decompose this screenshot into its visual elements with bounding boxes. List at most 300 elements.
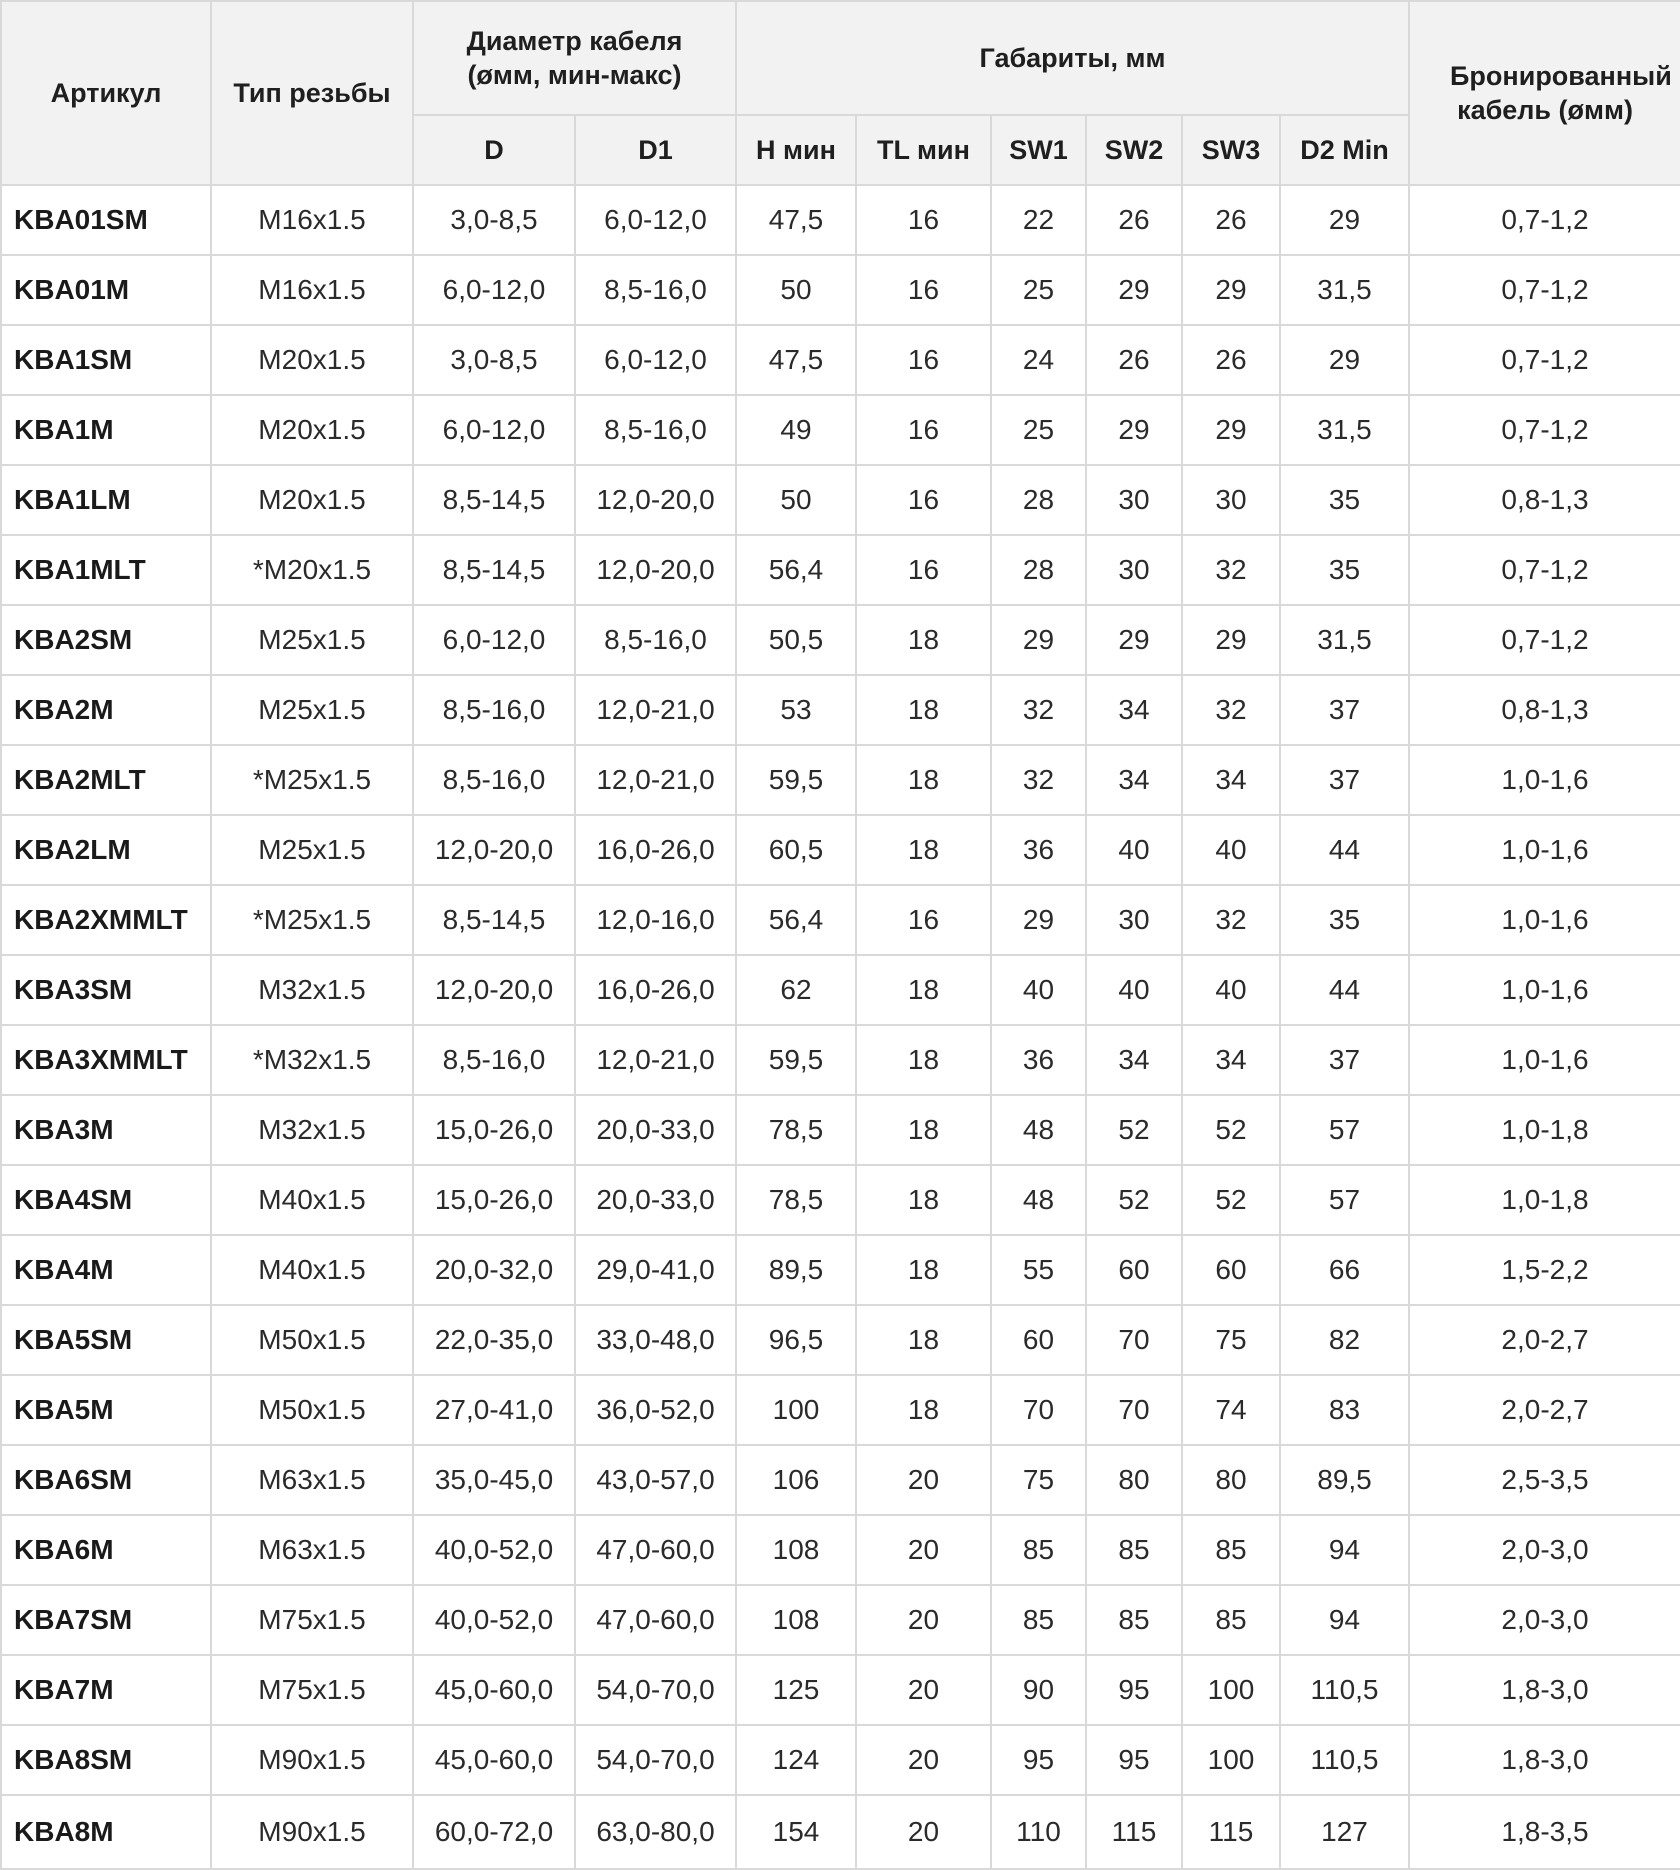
cell-sw1: 90 [991, 1655, 1086, 1725]
cell-article: KBA5M [1, 1375, 211, 1445]
cell-sw2: 29 [1086, 255, 1182, 325]
cell-tl-min: 16 [856, 185, 991, 255]
cell-h-min: 47,5 [736, 325, 856, 395]
cell-sw1: 36 [991, 815, 1086, 885]
cell-h-min: 50 [736, 255, 856, 325]
cell-d2-min: 66 [1280, 1235, 1409, 1305]
cell-diameter-d: 6,0-12,0 [413, 255, 575, 325]
cell-h-min: 124 [736, 1725, 856, 1795]
cell-diameter-d: 12,0-20,0 [413, 815, 575, 885]
table-row [1, 535, 1680, 605]
cell-sw3: 85 [1182, 1515, 1280, 1585]
table-row [1, 955, 1680, 1025]
cell-h-min: 78,5 [736, 1165, 856, 1235]
cell-d2-min: 35 [1280, 535, 1409, 605]
cell-armored: 0,7-1,2 [1409, 255, 1680, 325]
cell-diameter-d: 27,0-41,0 [413, 1375, 575, 1445]
cell-diameter-d: 35,0-45,0 [413, 1445, 575, 1515]
cell-d2-min: 29 [1280, 325, 1409, 395]
cell-h-min: 60,5 [736, 815, 856, 885]
cell-d2-min: 29 [1280, 185, 1409, 255]
cell-sw1: 60 [991, 1305, 1086, 1375]
cell-armored: 1,0-1,8 [1409, 1165, 1680, 1235]
cell-diameter-d1: 36,0-52,0 [575, 1375, 736, 1445]
cell-sw1: 40 [991, 955, 1086, 1025]
cell-thread: M40x1.5 [211, 1165, 413, 1235]
cell-h-min: 56,4 [736, 885, 856, 955]
cell-armored: 2,0-3,0 [1409, 1585, 1680, 1655]
cell-tl-min: 18 [856, 1235, 991, 1305]
cell-diameter-d1: 8,5-16,0 [575, 395, 736, 465]
cell-sw2: 52 [1086, 1095, 1182, 1165]
header-d: D [413, 115, 575, 185]
cell-sw1: 24 [991, 325, 1086, 395]
cell-sw1: 85 [991, 1515, 1086, 1585]
cell-thread: M20x1.5 [211, 465, 413, 535]
cell-thread: M16x1.5 [211, 255, 413, 325]
cell-tl-min: 20 [856, 1515, 991, 1585]
header-d2-min: D2 Min [1280, 115, 1409, 185]
cell-sw1: 25 [991, 395, 1086, 465]
cell-armored: 0,7-1,2 [1409, 535, 1680, 605]
cell-sw1: 22 [991, 185, 1086, 255]
cell-tl-min: 18 [856, 1305, 991, 1375]
cell-tl-min: 18 [856, 605, 991, 675]
header-article: Артикул [1, 1, 211, 185]
cell-sw2: 85 [1086, 1585, 1182, 1655]
cell-tl-min: 18 [856, 1375, 991, 1445]
cell-article: KBA2LM [1, 815, 211, 885]
cell-sw1: 29 [991, 605, 1086, 675]
header-cable-diameter: Диаметр кабеля (øмм, мин-макс) [413, 1, 736, 115]
header-d1: D1 [575, 115, 736, 185]
cell-h-min: 78,5 [736, 1095, 856, 1165]
cell-armored: 1,0-1,6 [1409, 815, 1680, 885]
cell-sw3: 26 [1182, 185, 1280, 255]
cell-diameter-d: 45,0-60,0 [413, 1655, 575, 1725]
cell-sw3: 34 [1182, 745, 1280, 815]
header-tl-min: TL мин [856, 115, 991, 185]
cell-diameter-d: 8,5-16,0 [413, 675, 575, 745]
cell-sw1: 75 [991, 1445, 1086, 1515]
cell-tl-min: 18 [856, 1165, 991, 1235]
cell-article: KBA7M [1, 1655, 211, 1725]
cell-sw2: 115 [1086, 1795, 1182, 1869]
cell-diameter-d: 3,0-8,5 [413, 325, 575, 395]
table-row [1, 325, 1680, 395]
table-row [1, 1095, 1680, 1165]
cell-d2-min: 94 [1280, 1515, 1409, 1585]
cell-article: KBA2M [1, 675, 211, 745]
cell-diameter-d: 22,0-35,0 [413, 1305, 575, 1375]
table-row [1, 675, 1680, 745]
cell-h-min: 53 [736, 675, 856, 745]
table-row [1, 1655, 1680, 1725]
cell-sw2: 70 [1086, 1375, 1182, 1445]
cell-sw2: 95 [1086, 1655, 1182, 1725]
cell-tl-min: 18 [856, 1095, 991, 1165]
cell-sw1: 110 [991, 1795, 1086, 1869]
cell-article: KBA01M [1, 255, 211, 325]
cell-sw1: 95 [991, 1725, 1086, 1795]
cell-diameter-d: 20,0-32,0 [413, 1235, 575, 1305]
cell-diameter-d1: 16,0-26,0 [575, 815, 736, 885]
cell-sw1: 25 [991, 255, 1086, 325]
cell-thread: M20x1.5 [211, 395, 413, 465]
cell-thread: M75x1.5 [211, 1655, 413, 1725]
cell-d2-min: 127 [1280, 1795, 1409, 1869]
cell-diameter-d1: 12,0-16,0 [575, 885, 736, 955]
header-dimensions: Габариты, мм [736, 1, 1409, 115]
cell-armored: 0,7-1,2 [1409, 605, 1680, 675]
cell-sw2: 30 [1086, 885, 1182, 955]
cell-diameter-d: 8,5-14,5 [413, 465, 575, 535]
cell-armored: 1,0-1,6 [1409, 885, 1680, 955]
cell-diameter-d1: 12,0-20,0 [575, 465, 736, 535]
cell-thread: M90x1.5 [211, 1795, 413, 1869]
cell-diameter-d1: 6,0-12,0 [575, 325, 736, 395]
table-body [1, 185, 1680, 1869]
cell-d2-min: 37 [1280, 675, 1409, 745]
cell-thread: M32x1.5 [211, 955, 413, 1025]
cell-d2-min: 57 [1280, 1095, 1409, 1165]
cell-diameter-d1: 8,5-16,0 [575, 605, 736, 675]
cell-article: KBA8SM [1, 1725, 211, 1795]
table-row [1, 1375, 1680, 1445]
cell-armored: 2,0-2,7 [1409, 1375, 1680, 1445]
cell-tl-min: 20 [856, 1655, 991, 1725]
cell-armored: 1,5-2,2 [1409, 1235, 1680, 1305]
cell-tl-min: 18 [856, 745, 991, 815]
cell-article: KBA1SM [1, 325, 211, 395]
table-row [1, 1725, 1680, 1795]
cell-h-min: 47,5 [736, 185, 856, 255]
cell-article: KBA3M [1, 1095, 211, 1165]
cell-d2-min: 82 [1280, 1305, 1409, 1375]
cell-diameter-d1: 43,0-57,0 [575, 1445, 736, 1515]
cell-sw2: 40 [1086, 815, 1182, 885]
cell-diameter-d1: 29,0-41,0 [575, 1235, 736, 1305]
cell-thread: M40x1.5 [211, 1235, 413, 1305]
cell-h-min: 49 [736, 395, 856, 465]
cell-sw2: 29 [1086, 605, 1182, 675]
cell-tl-min: 20 [856, 1445, 991, 1515]
cell-sw3: 29 [1182, 605, 1280, 675]
table-row [1, 465, 1680, 535]
cell-armored: 1,8-3,5 [1409, 1795, 1680, 1869]
cell-armored: 0,8-1,3 [1409, 465, 1680, 535]
cell-sw3: 74 [1182, 1375, 1280, 1445]
cell-article: KBA2SM [1, 605, 211, 675]
cell-diameter-d: 40,0-52,0 [413, 1515, 575, 1585]
cell-diameter-d1: 6,0-12,0 [575, 185, 736, 255]
cell-d2-min: 110,5 [1280, 1725, 1409, 1795]
table-row [1, 255, 1680, 325]
cell-diameter-d: 8,5-16,0 [413, 1025, 575, 1095]
cell-sw2: 80 [1086, 1445, 1182, 1515]
cell-diameter-d1: 20,0-33,0 [575, 1165, 736, 1235]
cell-thread: M20x1.5 [211, 325, 413, 395]
cell-thread: M25x1.5 [211, 815, 413, 885]
cell-armored: 2,0-2,7 [1409, 1305, 1680, 1375]
cell-sw3: 52 [1182, 1165, 1280, 1235]
cell-sw2: 26 [1086, 325, 1182, 395]
cell-sw3: 100 [1182, 1655, 1280, 1725]
cell-d2-min: 44 [1280, 815, 1409, 885]
cell-article: KBA2XMMLT [1, 885, 211, 955]
cell-d2-min: 89,5 [1280, 1445, 1409, 1515]
header-sw1: SW1 [991, 115, 1086, 185]
table-row [1, 185, 1680, 255]
cell-thread: M63x1.5 [211, 1515, 413, 1585]
cell-sw3: 60 [1182, 1235, 1280, 1305]
cell-tl-min: 20 [856, 1725, 991, 1795]
cell-armored: 1,8-3,0 [1409, 1725, 1680, 1795]
table-row [1, 1025, 1680, 1095]
cell-h-min: 56,4 [736, 535, 856, 605]
table-row [1, 605, 1680, 675]
cell-armored: 1,8-3,0 [1409, 1655, 1680, 1725]
cell-sw1: 29 [991, 885, 1086, 955]
table-row [1, 1585, 1680, 1655]
cell-h-min: 108 [736, 1585, 856, 1655]
cell-armored: 1,0-1,8 [1409, 1095, 1680, 1165]
cell-sw3: 40 [1182, 955, 1280, 1025]
cell-sw2: 60 [1086, 1235, 1182, 1305]
cell-d2-min: 94 [1280, 1585, 1409, 1655]
cell-thread: *M32x1.5 [211, 1025, 413, 1095]
cell-tl-min: 18 [856, 815, 991, 885]
cell-article: KBA1LM [1, 465, 211, 535]
cell-tl-min: 18 [856, 1025, 991, 1095]
cell-diameter-d: 15,0-26,0 [413, 1095, 575, 1165]
cell-armored: 2,0-3,0 [1409, 1515, 1680, 1585]
cell-article: KBA5SM [1, 1305, 211, 1375]
cell-sw2: 29 [1086, 395, 1182, 465]
cell-diameter-d1: 16,0-26,0 [575, 955, 736, 1025]
cell-tl-min: 16 [856, 535, 991, 605]
cell-article: KBA6SM [1, 1445, 211, 1515]
cell-thread: M50x1.5 [211, 1305, 413, 1375]
cell-article: KBA3SM [1, 955, 211, 1025]
cell-thread: M90x1.5 [211, 1725, 413, 1795]
cell-sw3: 75 [1182, 1305, 1280, 1375]
cell-tl-min: 20 [856, 1585, 991, 1655]
cell-diameter-d: 12,0-20,0 [413, 955, 575, 1025]
cell-sw2: 40 [1086, 955, 1182, 1025]
cell-article: KBA6M [1, 1515, 211, 1585]
table-row [1, 745, 1680, 815]
cell-armored: 1,0-1,6 [1409, 1025, 1680, 1095]
cell-h-min: 89,5 [736, 1235, 856, 1305]
cell-diameter-d: 6,0-12,0 [413, 395, 575, 465]
cell-article: KBA8M [1, 1795, 211, 1869]
cell-armored: 0,8-1,3 [1409, 675, 1680, 745]
cell-d2-min: 57 [1280, 1165, 1409, 1235]
cell-d2-min: 110,5 [1280, 1655, 1409, 1725]
cell-diameter-d1: 12,0-21,0 [575, 675, 736, 745]
table-row [1, 815, 1680, 885]
table-row [1, 1165, 1680, 1235]
cell-article: KBA4M [1, 1235, 211, 1305]
cell-d2-min: 31,5 [1280, 395, 1409, 465]
cell-diameter-d: 3,0-8,5 [413, 185, 575, 255]
cell-d2-min: 31,5 [1280, 255, 1409, 325]
cell-h-min: 125 [736, 1655, 856, 1725]
cell-armored: 1,0-1,6 [1409, 955, 1680, 1025]
cell-diameter-d: 45,0-60,0 [413, 1725, 575, 1795]
cell-diameter-d: 6,0-12,0 [413, 605, 575, 675]
cell-diameter-d: 8,5-14,5 [413, 885, 575, 955]
cell-sw3: 34 [1182, 1025, 1280, 1095]
table-row [1, 1305, 1680, 1375]
cell-article: KBA7SM [1, 1585, 211, 1655]
header-thread: Тип резьбы [211, 1, 413, 185]
cell-diameter-d1: 12,0-20,0 [575, 535, 736, 605]
cell-article: KBA1MLT [1, 535, 211, 605]
cell-h-min: 62 [736, 955, 856, 1025]
cell-sw1: 70 [991, 1375, 1086, 1445]
cell-sw1: 55 [991, 1235, 1086, 1305]
cell-thread: M63x1.5 [211, 1445, 413, 1515]
cell-sw2: 34 [1086, 675, 1182, 745]
cell-diameter-d1: 12,0-21,0 [575, 1025, 736, 1095]
cell-sw3: 32 [1182, 885, 1280, 955]
cell-d2-min: 35 [1280, 885, 1409, 955]
cell-thread: M50x1.5 [211, 1375, 413, 1445]
cell-h-min: 100 [736, 1375, 856, 1445]
cell-sw3: 115 [1182, 1795, 1280, 1869]
cell-sw3: 29 [1182, 255, 1280, 325]
cell-sw3: 52 [1182, 1095, 1280, 1165]
header-sw2: SW2 [1086, 115, 1182, 185]
cell-sw3: 40 [1182, 815, 1280, 885]
cell-diameter-d1: 12,0-21,0 [575, 745, 736, 815]
table-row [1, 885, 1680, 955]
cell-sw1: 28 [991, 535, 1086, 605]
cell-h-min: 96,5 [736, 1305, 856, 1375]
cell-tl-min: 16 [856, 885, 991, 955]
cell-sw2: 34 [1086, 1025, 1182, 1095]
cell-sw1: 36 [991, 1025, 1086, 1095]
cell-sw1: 48 [991, 1095, 1086, 1165]
cell-thread: M75x1.5 [211, 1585, 413, 1655]
cell-tl-min: 16 [856, 465, 991, 535]
cell-sw2: 85 [1086, 1515, 1182, 1585]
cell-tl-min: 16 [856, 325, 991, 395]
table-row [1, 1445, 1680, 1515]
cell-sw1: 32 [991, 675, 1086, 745]
cell-diameter-d: 15,0-26,0 [413, 1165, 575, 1235]
cell-armored: 1,0-1,6 [1409, 745, 1680, 815]
cell-thread: M25x1.5 [211, 605, 413, 675]
cell-sw3: 32 [1182, 675, 1280, 745]
cell-d2-min: 31,5 [1280, 605, 1409, 675]
cell-sw1: 28 [991, 465, 1086, 535]
cell-d2-min: 35 [1280, 465, 1409, 535]
table-row [1, 395, 1680, 465]
cell-diameter-d1: 54,0-70,0 [575, 1725, 736, 1795]
header-sw3: SW3 [1182, 115, 1280, 185]
cell-article: KBA01SM [1, 185, 211, 255]
table-header [1, 1, 1680, 185]
cell-diameter-d: 60,0-72,0 [413, 1795, 575, 1869]
cell-h-min: 106 [736, 1445, 856, 1515]
cell-h-min: 59,5 [736, 1025, 856, 1095]
table-row [1, 1235, 1680, 1305]
cell-diameter-d1: 63,0-80,0 [575, 1795, 736, 1869]
cell-sw2: 52 [1086, 1165, 1182, 1235]
cell-sw3: 32 [1182, 535, 1280, 605]
cell-sw2: 34 [1086, 745, 1182, 815]
cell-thread: M25x1.5 [211, 675, 413, 745]
header-armored: Бронированный кабель (øмм) [1409, 1, 1680, 185]
cell-sw1: 32 [991, 745, 1086, 815]
cell-diameter-d: 40,0-52,0 [413, 1585, 575, 1655]
cell-thread: *M20x1.5 [211, 535, 413, 605]
cell-sw1: 48 [991, 1165, 1086, 1235]
cell-article: KBA3XMMLT [1, 1025, 211, 1095]
cell-h-min: 108 [736, 1515, 856, 1585]
cell-sw2: 30 [1086, 465, 1182, 535]
cell-h-min: 50,5 [736, 605, 856, 675]
cell-article: KBA1M [1, 395, 211, 465]
table-row [1, 1795, 1680, 1869]
cell-diameter-d1: 47,0-60,0 [575, 1515, 736, 1585]
cell-diameter-d1: 47,0-60,0 [575, 1585, 736, 1655]
cell-d2-min: 83 [1280, 1375, 1409, 1445]
cell-diameter-d1: 54,0-70,0 [575, 1655, 736, 1725]
cell-thread: M32x1.5 [211, 1095, 413, 1165]
cell-tl-min: 16 [856, 255, 991, 325]
cell-article: KBA4SM [1, 1165, 211, 1235]
header-h-min: H мин [736, 115, 856, 185]
cell-diameter-d1: 8,5-16,0 [575, 255, 736, 325]
cell-d2-min: 37 [1280, 1025, 1409, 1095]
cell-diameter-d: 8,5-14,5 [413, 535, 575, 605]
cell-thread: *M25x1.5 [211, 885, 413, 955]
cell-armored: 0,7-1,2 [1409, 395, 1680, 465]
cell-d2-min: 37 [1280, 745, 1409, 815]
cell-sw2: 26 [1086, 185, 1182, 255]
cell-sw1: 85 [991, 1585, 1086, 1655]
cell-article: KBA2MLT [1, 745, 211, 815]
cell-h-min: 50 [736, 465, 856, 535]
cell-d2-min: 44 [1280, 955, 1409, 1025]
cell-sw2: 95 [1086, 1725, 1182, 1795]
cell-h-min: 59,5 [736, 745, 856, 815]
cell-diameter-d: 8,5-16,0 [413, 745, 575, 815]
cell-sw3: 85 [1182, 1585, 1280, 1655]
cell-h-min: 154 [736, 1795, 856, 1869]
cell-tl-min: 18 [856, 955, 991, 1025]
cell-thread: *M25x1.5 [211, 745, 413, 815]
cell-sw3: 100 [1182, 1725, 1280, 1795]
cell-sw3: 30 [1182, 465, 1280, 535]
cell-sw3: 29 [1182, 395, 1280, 465]
cell-armored: 0,7-1,2 [1409, 185, 1680, 255]
cell-diameter-d1: 33,0-48,0 [575, 1305, 736, 1375]
table-row [1, 1515, 1680, 1585]
cell-armored: 2,5-3,5 [1409, 1445, 1680, 1515]
cell-sw3: 26 [1182, 325, 1280, 395]
cell-tl-min: 18 [856, 675, 991, 745]
cell-thread: M16x1.5 [211, 185, 413, 255]
cell-tl-min: 16 [856, 395, 991, 465]
cell-armored: 0,7-1,2 [1409, 325, 1680, 395]
cell-tl-min: 20 [856, 1795, 991, 1869]
cell-sw2: 30 [1086, 535, 1182, 605]
